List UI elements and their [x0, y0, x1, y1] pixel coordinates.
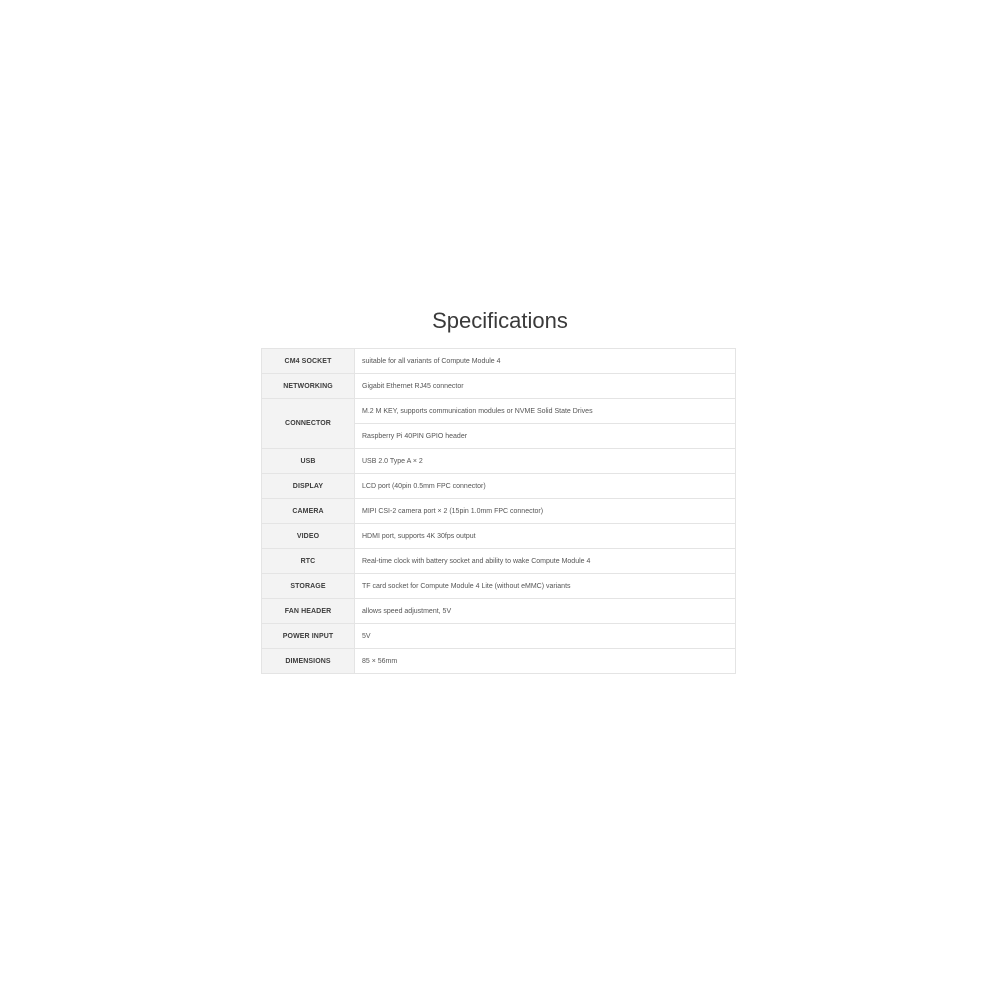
spec-value-rtc: Real-time clock with battery socket and ability to wake Compute Module 4: [355, 549, 736, 574]
spec-label-connector: CONNECTOR: [262, 399, 355, 449]
spec-value-display: LCD port (40pin 0.5mm FPC connector): [355, 474, 736, 499]
spec-label-fan-header: FAN HEADER: [262, 599, 355, 624]
spec-label-power-input: POWER INPUT: [262, 624, 355, 649]
spec-value-dimensions: 85 × 56mm: [355, 649, 736, 674]
spec-value-storage: TF card socket for Compute Module 4 Lite (without eMMC) variants: [355, 574, 736, 599]
table-row: [262, 349, 736, 374]
spec-value-video: HDMI port, supports 4K 30fps output: [355, 524, 736, 549]
table-row: [262, 649, 736, 674]
spec-label-cm4-socket: CM4 SOCKET: [262, 349, 355, 374]
spec-value-usb: USB 2.0 Type A × 2: [355, 449, 736, 474]
spec-label-storage: STORAGE: [262, 574, 355, 599]
spec-label-camera: CAMERA: [262, 499, 355, 524]
spec-value-connector-m2: M.2 M KEY, supports communication modules or NVME Solid State Drives: [355, 399, 736, 424]
spec-label-display: DISPLAY: [262, 474, 355, 499]
spec-label-video: VIDEO: [262, 524, 355, 549]
table-row: [262, 524, 736, 549]
spec-value-cm4-socket: suitable for all variants of Compute Module 4: [355, 349, 736, 374]
table-row: [262, 574, 736, 599]
table-row: [262, 549, 736, 574]
specifications-table-body: [262, 349, 736, 674]
spec-value-power-input: 5V: [355, 624, 736, 649]
spec-value-networking: Gigabit Ethernet RJ45 connector: [355, 374, 736, 399]
page-title: Specifications: [432, 308, 568, 333]
table-row: [262, 624, 736, 649]
table-row: [262, 474, 736, 499]
spec-label-rtc: RTC: [262, 549, 355, 574]
table-row: [262, 399, 736, 424]
specifications-table: [261, 348, 736, 674]
table-row: [262, 599, 736, 624]
table-row: [262, 374, 736, 399]
spec-label-usb: USB: [262, 449, 355, 474]
spec-value-fan-header: allows speed adjustment, 5V: [355, 599, 736, 624]
table-row: [262, 449, 736, 474]
spec-value-connector-gpio: Raspberry Pi 40PIN GPIO header: [355, 424, 736, 449]
spec-label-dimensions: DIMENSIONS: [262, 649, 355, 674]
table-row: [262, 499, 736, 524]
spec-label-networking: NETWORKING: [262, 374, 355, 399]
spec-value-camera: MIPI CSI-2 camera port × 2 (15pin 1.0mm FPC connector): [355, 499, 736, 524]
